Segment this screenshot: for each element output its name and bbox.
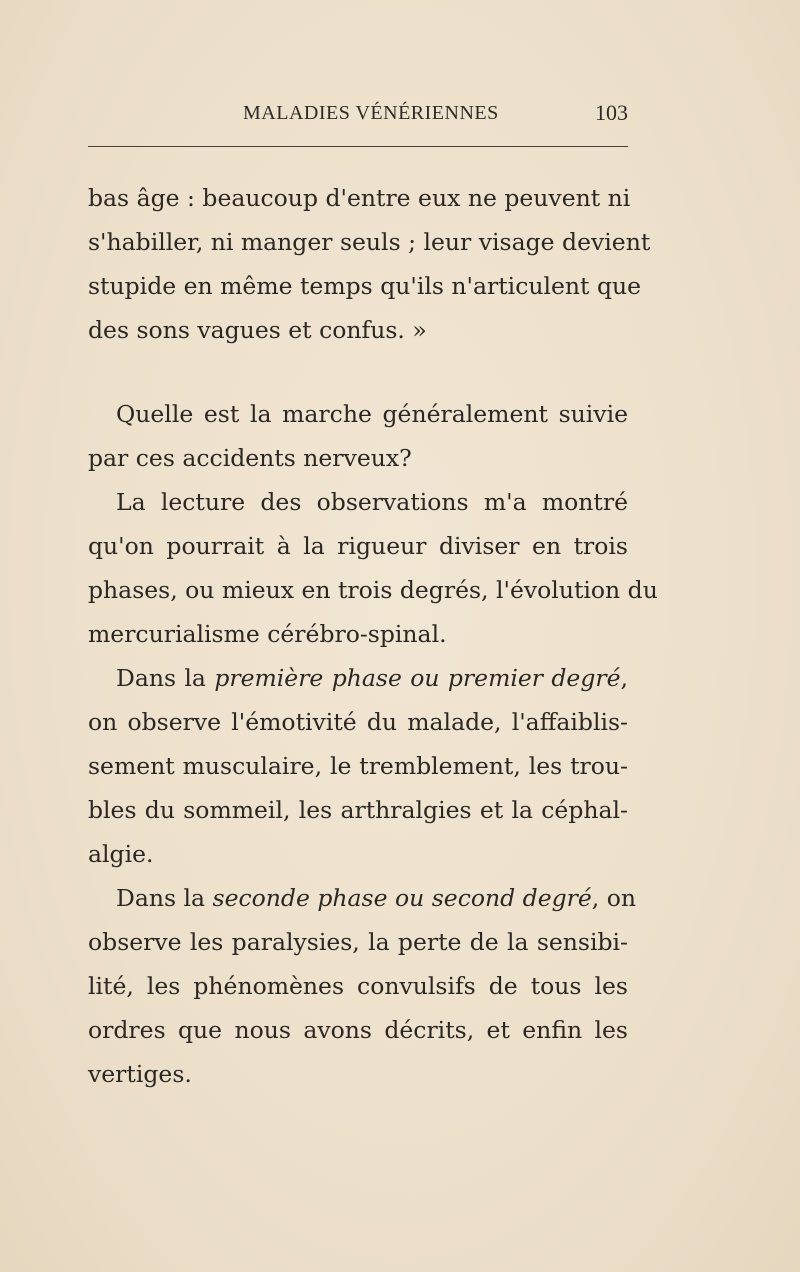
text-line: La lecture des observations m'a montré (116, 488, 628, 516)
paragraph-1 (88, 176, 651, 352)
text-run: Dans la (116, 884, 213, 912)
text-line: des sons vagues et confus. » (88, 316, 427, 344)
body-text (88, 176, 658, 1096)
running-title: MALADIES VÉNÉRIENNES (243, 102, 499, 124)
text-line: stupide en même temps qu'ils n'articulent que (88, 272, 642, 300)
text-line: bles du sommeil, les arthralgies et la céphal- (88, 796, 628, 824)
text-line: lité, les phénomènes convulsifs de tous les (88, 972, 628, 1000)
text-line: phases, ou mieux en trois degrés, l'évolution du (88, 576, 658, 604)
text-line: algie. (88, 840, 154, 868)
text-line: Quelle est la marche généralement suivie (116, 400, 628, 428)
text-line: bas âge : beaucoup d'entre eux ne peuvent ni (88, 184, 631, 212)
italic-phrase: première phase ou premier degré (214, 664, 621, 692)
text-line: sement musculaire, le tremblement, les trou- (88, 752, 628, 780)
text-run: , (620, 664, 628, 692)
paragraph-4 (88, 656, 628, 876)
text-line: mercurialisme cérébro-spinal. (88, 620, 447, 648)
text-line (88, 656, 628, 700)
text-run: , on (591, 884, 637, 912)
text-run: Dans la (116, 664, 215, 692)
text-line: on observe l'émotivité du malade, l'affaiblis- (88, 708, 628, 736)
text-line: vertiges. (88, 1060, 192, 1088)
text-line: par ces accidents nerveux? (88, 444, 412, 472)
paragraph-2 (88, 392, 628, 480)
running-head (88, 100, 628, 132)
text-line (88, 876, 637, 920)
text-line: ordres que nous avons décrits, et enfin les (88, 1016, 628, 1044)
text-line: s'habiller, ni manger seuls ; leur visage devient (88, 228, 651, 256)
text-line: observe les paralysies, la perte de la sensibi- (88, 928, 628, 956)
text-line: qu'on pourrait à la rigueur diviser en trois (88, 532, 628, 560)
header-rule (88, 146, 628, 147)
page-number: 103 (595, 100, 628, 125)
italic-phrase: seconde phase ou second degré (212, 884, 592, 912)
paragraph-5 (88, 876, 637, 1096)
paragraph-3 (88, 480, 658, 656)
